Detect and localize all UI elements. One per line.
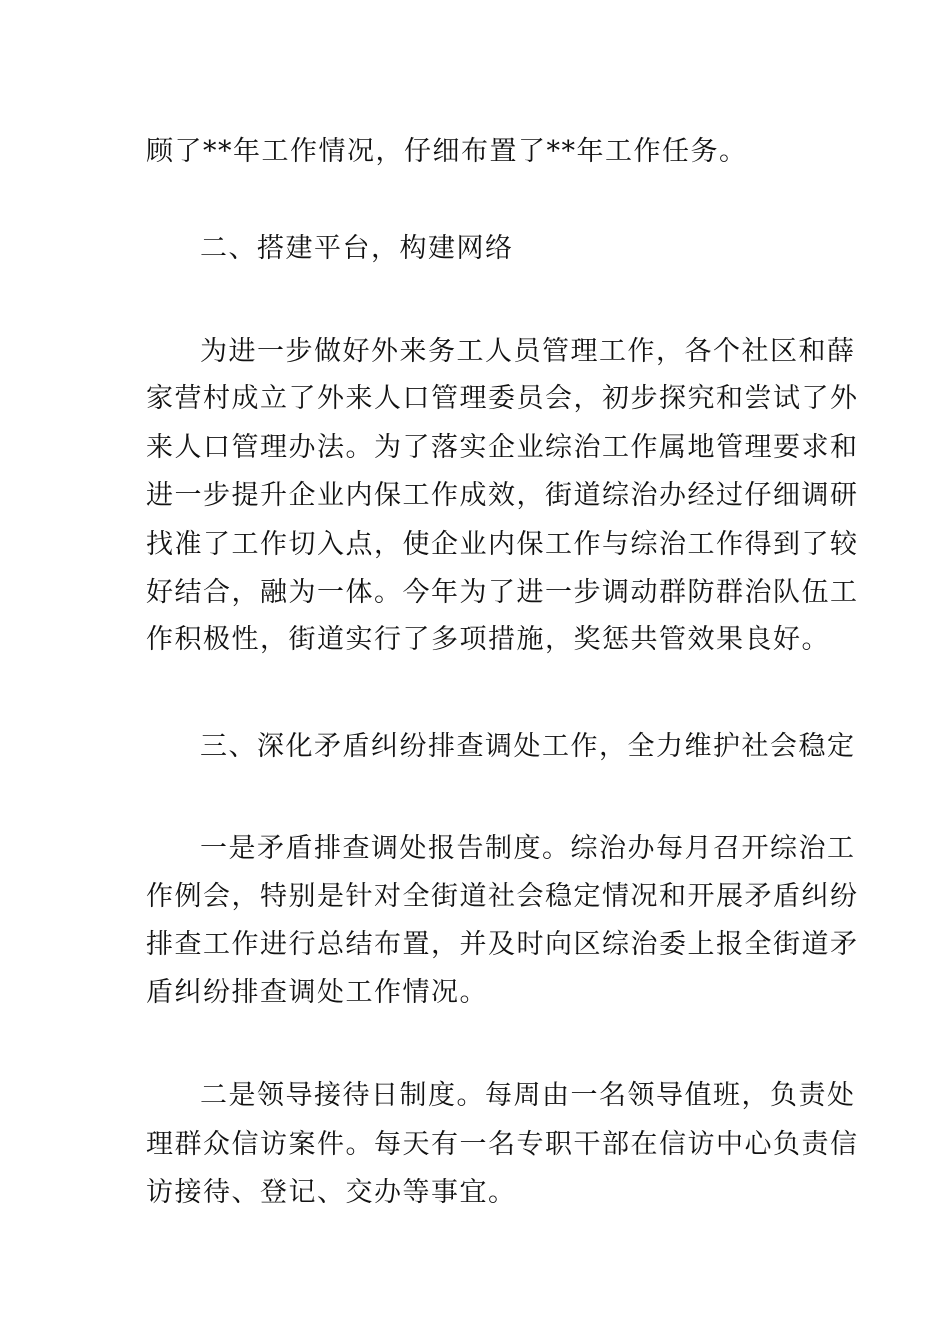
- paragraph-line: 顾了**年工作情况，仔细布置了**年工作任务。: [146, 136, 748, 167]
- section-heading: 二、搭建平台，构建网络: [200, 233, 514, 264]
- paragraph-line: 盾纠纷排查调处工作情况。: [146, 977, 488, 1008]
- paragraph-line: 家营村成立了外来人口管理委员会，初步探究和尝试了外: [146, 383, 859, 414]
- paragraph-line: 好结合，融为一体。今年为了进一步调动群防群治队伍工: [146, 577, 859, 608]
- paragraph-line: 排查工作进行总结布置，并及时向区综治委上报全街道矛: [146, 929, 859, 960]
- paragraph-line: 作积极性，街道实行了多项措施，奖惩共管效果良好。: [146, 624, 830, 655]
- paragraph-line: 找准了工作切入点，使企业内保工作与综治工作得到了较: [146, 529, 859, 560]
- section-heading: 三、深化矛盾纠纷排查调处工作，全力维护社会稳定: [200, 731, 856, 762]
- paragraph-line: 进一步提升企业内保工作成效，街道综治办经过仔细调研: [146, 480, 859, 511]
- paragraph-line: 作例会，特别是针对全街道社会稳定情况和开展矛盾纠纷: [146, 881, 859, 912]
- paragraph-line: 理群众信访案件。每天有一名专职干部在信访中心负责信: [146, 1129, 859, 1160]
- paragraph-line: 来人口管理办法。为了落实企业综治工作属地管理要求和: [146, 432, 859, 463]
- paragraph-line: 访接待、登记、交办等事宜。: [146, 1177, 517, 1208]
- paragraph-line: 二是领导接待日制度。每周由一名领导值班，负责处: [200, 1080, 856, 1111]
- paragraph-line: 一是矛盾排查调处报告制度。综治办每月召开综治工: [200, 833, 856, 864]
- paragraph-line: 为进一步做好外来务工人员管理工作，各个社区和薛: [200, 336, 856, 367]
